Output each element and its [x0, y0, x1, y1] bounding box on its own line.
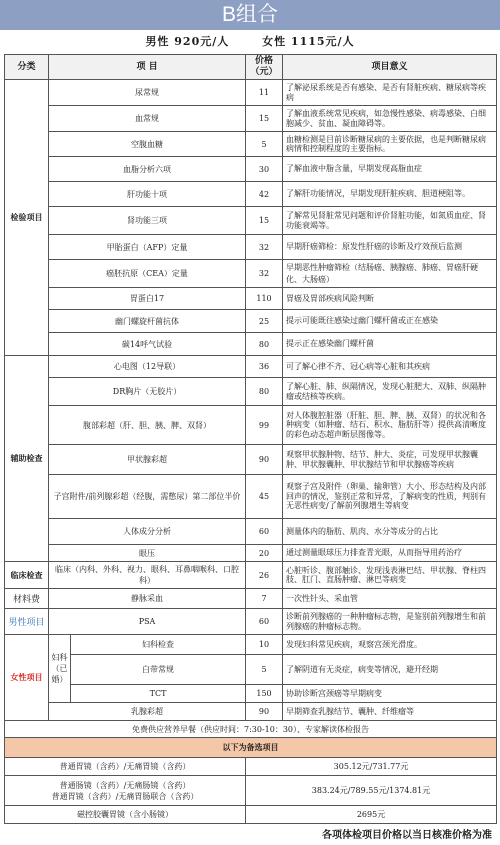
optional-item-name: 磁控胶囊胃镜（含小肠镜） — [5, 806, 246, 824]
table-row — [5, 721, 497, 738]
optional-item-name: 普通肠镜（含药）/无痛肠镜（含药） 普通胃镜（含药）/无痛胃肠联合（含药） — [5, 776, 246, 806]
item-price: 32 — [246, 235, 283, 260]
item-desc: 可了解心律不齐、冠心病等心脏和其疾病 — [283, 356, 497, 378]
table-row — [5, 80, 497, 106]
item-desc: 通过测量眼球压力排查青光眼，从而指导用药治疗 — [283, 545, 497, 562]
table-row — [5, 310, 497, 333]
item-name: 甲胎蛋白（AFP）定量 — [49, 235, 246, 260]
item-price: 150 — [246, 685, 283, 703]
item-desc: 测量体内的脂肪、肌肉、水分等成分的占比 — [283, 519, 497, 545]
col-item: 项 目 — [49, 55, 246, 80]
item-price: 90 — [246, 703, 283, 721]
item-desc: 了解常见肾脏常见问题和评价肾脏功能，如氮质血症、肾功能衰竭等。 — [283, 207, 497, 235]
item-price: 36 — [246, 356, 283, 378]
item-name: 妇科检查 — [71, 635, 246, 655]
item-name: 静脉采血 — [49, 589, 246, 609]
table-header-row — [5, 55, 497, 80]
table-row — [5, 182, 497, 207]
optional-item-name: 普通胃镜（含药）/无痛胃镜（含药） — [5, 758, 246, 776]
item-desc: 血糖检测是目前诊断糖尿病的主要依据，也是判断糖尿病病情和控制程度的主要指标。 — [283, 132, 497, 157]
table-row — [5, 562, 497, 589]
table-row — [5, 235, 497, 260]
item-name: 癌胚抗原（CEA）定量 — [49, 260, 246, 288]
table-row — [5, 106, 497, 132]
item-name: 人体成分分析 — [49, 519, 246, 545]
item-price: 25 — [246, 310, 283, 333]
checkup-table — [4, 54, 497, 824]
category-lab: 检验项目 — [5, 80, 49, 356]
table-row — [5, 288, 497, 310]
item-price: 99 — [246, 406, 283, 445]
item-price: 45 — [246, 475, 283, 519]
table-row — [5, 758, 497, 776]
optional-item-price: 305.12元/731.77元 — [246, 758, 497, 776]
item-name: 白带常规 — [71, 655, 246, 685]
item-price: 32 — [246, 260, 283, 288]
item-name: 乳腺彩超 — [49, 703, 246, 721]
item-name: 尿常规 — [49, 80, 246, 106]
optional-header: 以下为备选项目 — [5, 738, 497, 758]
price-disclaimer: 各项体检项目价格以当日核准价格为准 — [322, 830, 492, 841]
item-desc: 心脏听诊、腹部触诊、发现浅表淋巴结、甲状腺、脊柱四肢、肛门、直肠肿瘤、淋巴等病变 — [283, 562, 497, 589]
item-desc: 了解肝功能情况，早期发现肝脏疾病、胆道梗阻等。 — [283, 182, 497, 207]
item-name: DR胸片（无胶片） — [49, 378, 246, 406]
category-aux: 辅助检查 — [5, 356, 49, 562]
table-row — [5, 609, 497, 635]
item-price: 80 — [246, 333, 283, 356]
item-desc: 了解血液系统常见疾病，如急慢性感染、病毒感染、白细胞减少、贫血、凝血障碍等。 — [283, 106, 497, 132]
item-name: 甲状腺彩超 — [49, 445, 246, 475]
table-row — [5, 589, 497, 609]
female-price: 女性 1115元/人 — [262, 35, 355, 48]
item-name: 腹部彩超（肝、胆、胰、脾、双肾） — [49, 406, 246, 445]
item-price: 15 — [246, 106, 283, 132]
breakfast-note: 免费供应营养早餐（供应时间：7:30-10：30）、专家解读体检报告 — [5, 721, 497, 738]
table-row — [5, 333, 497, 356]
item-desc: 观察甲状腺肿物、结节、肿大、炎症，可发现甲状腺囊肿、甲状腺囊肿、甲状腺结节和甲状腺癌等疾病 — [283, 445, 497, 475]
item-desc: 了解阴道有无炎症，病变等情况，避开经期 — [283, 655, 497, 685]
col-price: 价格 （元） — [246, 55, 283, 80]
table-row — [5, 685, 497, 703]
item-name: 临床（内科、外科、视力、眼科、耳鼻咽喉科、口腔科） — [49, 562, 246, 589]
table-row — [5, 406, 497, 445]
male-price: 男性 920元/人 — [145, 35, 230, 48]
table-row — [5, 378, 497, 406]
table-row — [5, 635, 497, 655]
table-row — [5, 545, 497, 562]
item-name: 空腹血糖 — [49, 132, 246, 157]
table-row — [5, 738, 497, 758]
item-name: 肾功能三项 — [49, 207, 246, 235]
col-category: 分类 — [5, 55, 49, 80]
item-price: 20 — [246, 545, 283, 562]
item-desc: 一次性针头、采血管 — [283, 589, 497, 609]
item-price: 7 — [246, 589, 283, 609]
item-price: 60 — [246, 519, 283, 545]
item-price: 5 — [246, 655, 283, 685]
table-row — [5, 519, 497, 545]
item-name: 眼压 — [49, 545, 246, 562]
col-meaning: 项目意义 — [283, 55, 497, 80]
item-desc: 早期恶性肿瘤筛检（结肠癌、胰腺癌、肺癌、胃癌肝硬化、大肠癌） — [283, 260, 497, 288]
item-desc: 了解泌尿系统是否有感染、是否有肾脏疾病、糖尿病等疾病 — [283, 80, 497, 106]
page-title: B组合 — [0, 0, 500, 30]
category-material: 材料费 — [5, 589, 49, 609]
item-desc: 对人体腹腔脏器（肝脏、胆、脾、胰、双肾）的状况和各种病变（如肿瘤、结石、积水、脂肪肝等）提供高清晰度的彩色动态超声断层图像等。 — [283, 406, 497, 445]
category-female: 女性项目 — [5, 635, 49, 721]
item-price: 26 — [246, 562, 283, 589]
table-row — [5, 260, 497, 288]
table-row — [5, 207, 497, 235]
table-row — [5, 703, 497, 721]
item-price: 42 — [246, 182, 283, 207]
item-name: 碳14呼气试验 — [49, 333, 246, 356]
item-price: 60 — [246, 609, 283, 635]
item-desc: 观察子宫及附件（卵巢、输卵管）大小、形态结构及内部回声的情况，鉴别正常和异常，了解病变的性质，判别有无恶性病变/了解前列腺增生等病变 — [283, 475, 497, 519]
table-row — [5, 132, 497, 157]
table-row — [5, 157, 497, 182]
category-male: 男性项目 — [5, 609, 49, 635]
table-row — [5, 776, 497, 806]
item-name: PSA — [49, 609, 246, 635]
item-name: 肝功能十项 — [49, 182, 246, 207]
item-desc: 早期筛查乳腺结节、囊肿、纤维瘤等 — [283, 703, 497, 721]
package-prices — [0, 31, 500, 53]
table-row — [5, 445, 497, 475]
item-desc: 了解血液中脂含量，早期发现高脂血症 — [283, 157, 497, 182]
table-row — [5, 356, 497, 378]
item-name: 幽门螺旋杆菌抗体 — [49, 310, 246, 333]
optional-item-price: 383.24元/789.55元/1374.81元 — [246, 776, 497, 806]
item-price: 110 — [246, 288, 283, 310]
table-row — [5, 475, 497, 519]
item-name: 子宫附件/前列腺彩超（经腹，需憋尿）第二部位半价 — [49, 475, 246, 519]
item-desc: 了解心脏、肺、纵隔情况，发现心脏肥大、双肺、纵隔肿瘤或结核等疾病。 — [283, 378, 497, 406]
item-price: 11 — [246, 80, 283, 106]
item-name: 心电图（12导联） — [49, 356, 246, 378]
item-name: 血常规 — [49, 106, 246, 132]
item-desc: 提示正在感染幽门螺杆菌 — [283, 333, 497, 356]
item-price: 80 — [246, 378, 283, 406]
item-name: 胃蛋白17 — [49, 288, 246, 310]
category-gyn: 妇科（已婚） — [49, 635, 71, 703]
item-price: 15 — [246, 207, 283, 235]
table-row — [5, 655, 497, 685]
item-desc: 提示可能既往感染过幽门螺杆菌或正在感染 — [283, 310, 497, 333]
item-name: 血脂分析六项 — [49, 157, 246, 182]
item-desc: 发现妇科常见疾病，观察宫颈光滑度。 — [283, 635, 497, 655]
item-price: 10 — [246, 635, 283, 655]
item-price: 5 — [246, 132, 283, 157]
item-desc: 胃癌及胃部疾病风险判断 — [283, 288, 497, 310]
optional-item-price: 2695元 — [246, 806, 497, 824]
item-desc: 协助诊断宫颈癌等早期病变 — [283, 685, 497, 703]
item-desc: 诊断前列腺癌的一种肿瘤标志物，是鉴别前列腺增生和前列腺癌的肿瘤标志物。 — [283, 609, 497, 635]
category-clinical: 临床检查 — [5, 562, 49, 589]
item-name: TCT — [71, 685, 246, 703]
item-desc: 早期肝癌筛检：原发性肝癌的诊断及疗效预后监测 — [283, 235, 497, 260]
item-price: 90 — [246, 445, 283, 475]
item-price: 30 — [246, 157, 283, 182]
table-row — [5, 806, 497, 824]
